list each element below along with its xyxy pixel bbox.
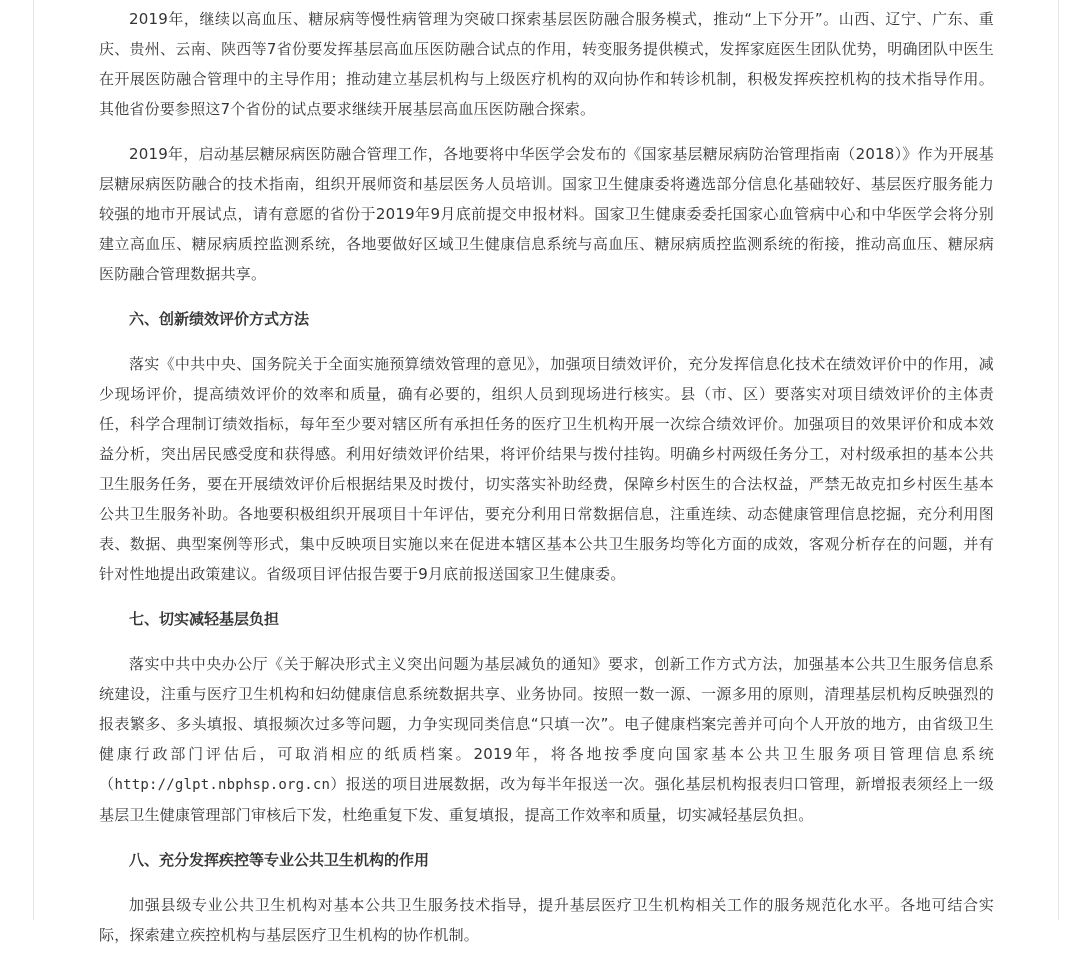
paragraph-reduce-burden-part1: 落实中共中央办公厅《关于解决形式主义突出问题为基层减负的通知》要求，创新工作方式方法，加强基本公共卫生服务信息系统建设，注重与医疗卫生机构和妇幼健康信息系统数据共享、业务协同。按照一数一源、一源多用的原则，清理基层机构反映强烈的报表繁多、多头填报、填报频次过多等问题，力争实现同类信息“只填一次”。电子健康档案完善并可向个人开放的地方，由省级卫生健康行政部门评估后，可取消相应的纸质档案。2019年，将各地按季度向国家基本公共卫生服务项目管理信息系统（ [99, 655, 994, 793]
paragraph-hypertension-pilot: 2019年，继续以高血压、糖尿病等慢性病管理为突破口探索基层医防融合服务模式，推动“上下分开”。山西、辽宁、广东、重庆、贵州、云南、陕西等7省份要发挥基层高血压医防融合试点的作用，转变服务提供模式，发挥家庭医生团队优势，明确团队中医生在开展医防融合管理中的主导作用；推动建立基层机构与上级医疗机构的双向协作和转诊机制，积极发挥疾控机构的技术指导作用。其他省份要参照这7个省份的试点要求继续开展基层高血压医防融合探索。 [99, 10, 994, 118]
section-heading-8: 八、充分发挥疾控等专业公共卫生机构的作用 [129, 851, 430, 869]
paragraph-reduce-burden [99, 649, 994, 830]
section-heading-7: 七、切实减轻基层负担 [129, 610, 280, 628]
paragraph-reduce-burden-part2: ）报送的项目进展数据，改为每半年报送一次。强化基层机构报表归口管理，新增报表须经上一级基层卫生健康管理部门审核后下发，杜绝重复下发、重复填报，提高工作效率和质量，切实减轻基层负担。 [99, 775, 995, 824]
section-heading-6: 六、创新绩效评价方式方法 [129, 310, 310, 328]
document-page [33, 0, 1059, 944]
article-body [99, 4, 994, 965]
system-url: http://glpt.nbphsp.org.cn [114, 777, 331, 793]
paragraph-performance-evaluation: 落实《中共中央、国务院关于全面实施预算绩效管理的意见》，加强项目绩效评价，充分发挥信息化技术在绩效评价中的作用，减少现场评价，提高绩效评价的效率和质量，确有必要的，组织人员到现场进行核实。县（市、区）要落实对项目绩效评价的主体责任，科学合理制订绩效指标，每年至少要对辖区所有承担任务的医疗卫生机构开展一次综合绩效评价。加强项目的效果评价和成本效益分析，突出居民感受度和获得感。利用好绩效评价结果，将评价结果与拨付挂钩。明确乡村两级任务分工，对村级承担的基本公共卫生服务任务，要在开展绩效评价后根据结果及时拨付，切实落实补助经费，保障乡村医生的合法权益，严禁无故克扣乡村医生基本公共卫生服务补助。各地要积极组织开展项目十年评估，要充分利用日常数据信息，注重连续、动态健康管理信息挖掘，充分利用图表、数据、典型案例等形式，集中反映项目实施以来在促进本辖区基本公共卫生服务均等化方面的成效，客观分析存在的问题，并有针对性地提出政策建议。省级项目评估报告要于9月底前报送国家卫生健康委。 [99, 355, 994, 583]
paragraph-diabetes-management: 2019年，启动基层糖尿病医防融合管理工作，各地要将中华医学会发布的《国家基层糖尿病防治管理指南（2018）》作为开展基层糖尿病医防融合的技术指南，组织开展师资和基层医务人员培训。国家卫生健康委将遴选部分信息化基础较好、基层医疗服务能力较强的地市开展试点，请有意愿的省份于2019年9月底前提交申报材料。国家卫生健康委委托国家心血管病中心和中华医学会将分别建立高血压、糖尿病质控监测系统，各地要做好区域卫生健康信息系统与高血压、糖尿病质控监测系统的衔接，推动高血压、糖尿病医防融合管理数据共享。 [99, 145, 994, 283]
paragraph-cdc-role: 加强县级专业公共卫生机构对基本公共卫生服务技术指导，提升基层医疗卫生机构相关工作的服务规范化水平。各地可结合实际，探索建立疾控机构与基层医疗卫生机构的协作机制。 [99, 896, 994, 944]
